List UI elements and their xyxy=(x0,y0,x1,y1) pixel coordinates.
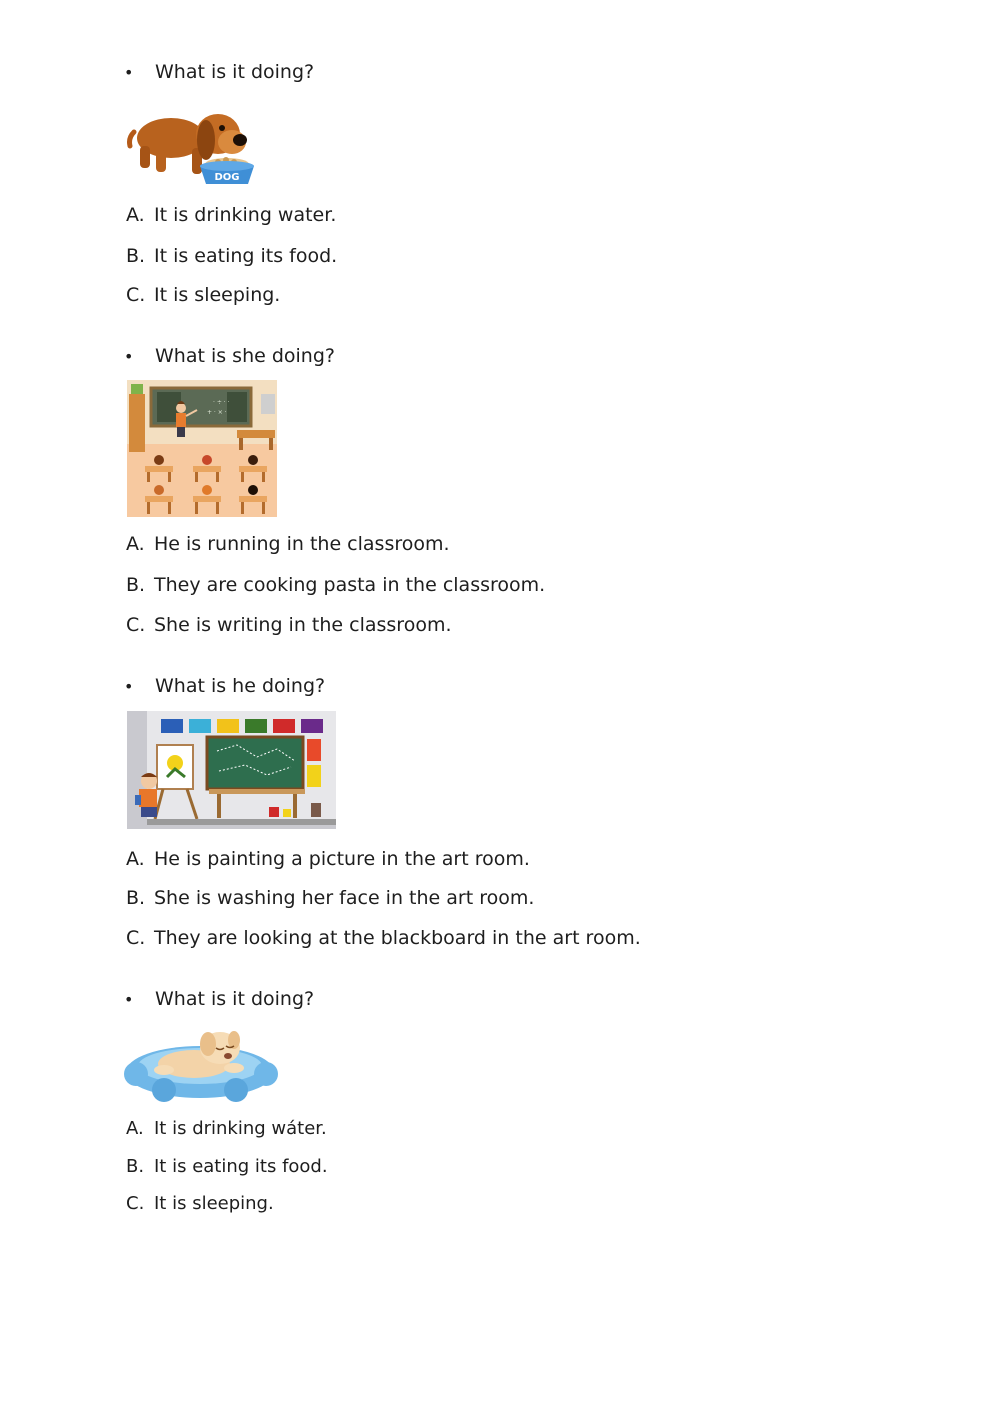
bowl-label: DOG xyxy=(214,172,240,183)
question-4-option-a[interactable]: A. It is drinking wáter. xyxy=(126,1118,327,1139)
question-4-prompt-row xyxy=(124,987,315,1012)
art-room-illustration xyxy=(127,711,336,829)
question-1-option-b[interactable]: B. It is eating its food. xyxy=(126,245,338,267)
svg-text:+ · × ·: + · × · xyxy=(207,409,227,416)
question-3-prompt: What is he doing? xyxy=(155,675,326,697)
question-2-option-b[interactable]: B. They are cooking pasta in the classroom. xyxy=(126,574,546,596)
question-3-option-c[interactable]: C. They are looking at the blackboard in the art room. xyxy=(126,927,641,949)
bullet-icon: • xyxy=(124,677,134,696)
bullet-icon: • xyxy=(124,990,134,1009)
dog-eating-illustration xyxy=(126,104,256,188)
question-4-prompt: What is it doing? xyxy=(155,988,315,1010)
question-4-option-c[interactable]: C. It is sleeping. xyxy=(126,1193,274,1214)
question-4-option-b[interactable]: B. It is eating its food. xyxy=(126,1156,328,1177)
question-1-option-c[interactable]: C. It is sleeping. xyxy=(126,284,281,306)
question-1-prompt-row xyxy=(124,60,315,85)
classroom-illustration xyxy=(127,380,277,517)
question-3-option-a[interactable]: A. He is painting a picture in the art room. xyxy=(126,848,530,870)
question-3-prompt-row xyxy=(124,674,326,699)
question-2-prompt: What is she doing? xyxy=(155,345,335,367)
puppy-sleeping-illustration xyxy=(124,1020,278,1104)
bullet-icon: • xyxy=(124,63,134,82)
question-2-prompt-row xyxy=(124,344,335,369)
bullet-icon: • xyxy=(124,347,134,366)
question-1-prompt: What is it doing? xyxy=(155,61,315,83)
svg-text:· ÷ · ·: · ÷ · · xyxy=(213,399,230,406)
question-1-option-a[interactable]: A. It is drinking water. xyxy=(126,204,337,226)
question-3-option-b[interactable]: B. She is washing her face in the art room. xyxy=(126,887,535,909)
question-2-option-a[interactable]: A. He is running in the classroom. xyxy=(126,533,450,555)
question-2-option-c[interactable]: C. She is writing in the classroom. xyxy=(126,614,452,636)
